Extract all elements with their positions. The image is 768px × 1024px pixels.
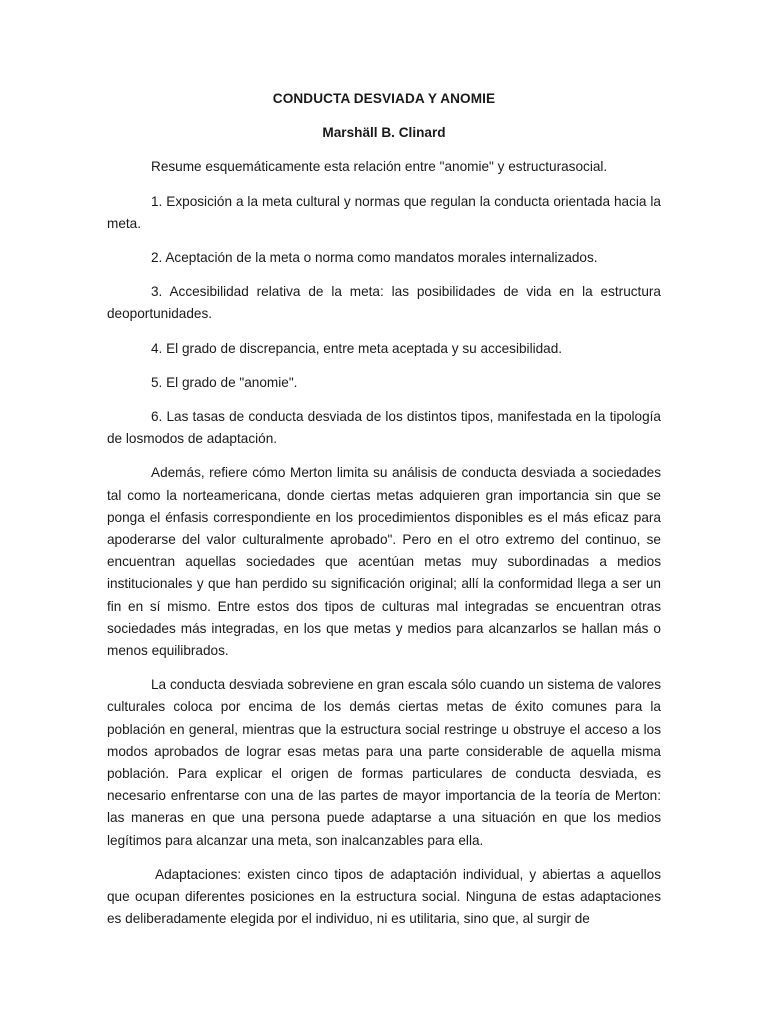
paragraph-item-1: 1. Exposición a la meta cultural y normas que regulan la conducta orientada hacia la meta. [107, 193, 661, 231]
paragraph-intro: Resume esquemáticamente esta relación entre "anomie" y estructurasocial. [151, 159, 608, 175]
paragraph-deviant-conduct: La conducta desviada sobreviene en gran escala sólo cuando un sistema de valores culturales coloca por encima de los demás ciertas metas de éxito comunes para la población en general, mientras que la estructura social restringe u obstruye el acceso a los modos aprobados de lograr esas metas para una parte considerable de aquella misma población. Para explicar el origen de formas particulares de conducta desviada, es necesario enfrentarse con una de las partes de mayor importancia de la teoría de Merton: las maneras en que una persona puede adaptarse a una situación en que los medios legítimos para alcanzar una meta, son inalcanzables para ella. [107, 677, 661, 848]
paragraph-item-3: 3. Accesibilidad relativa de la meta: las posibilidades de vida en la estructura deoportunidades. [107, 284, 661, 322]
paragraph-adaptations: Adaptaciones: existen cinco tipos de adaptación individual, y abiertas a aquellos que ocupan diferentes posiciones en la estructura social. Ninguna de estas adaptaciones es deliberadamente elegida por el individuo, ni es utilitaria, sino que, al surgir de [107, 866, 661, 927]
paragraph-item-5: 5. El grado de "anomie". [151, 374, 298, 390]
paragraph-merton-analysis: Además, refiere cómo Merton limita su análisis de conducta desviada a sociedades tal como la norteamericana, donde ciertas metas adquieren gran importancia sin que se ponga el énfasis correspondiente en los procedimientos disponibles es el más eficaz para apoderarse del valor culturalmente aprobado". Pero en el otro extremo del continuo, se encuentran aquellas sociedades que acentúan metas muy subordinadas a medios institucionales y que han perdido su significación original; allí la conformidad llega a ser un fin en sí mismo. Entre estos dos tipos de culturas mal integradas se encuentran otras sociedades más integradas, en los que metas y medios para alcanzarlos se hallan más o menos equilibrados. [107, 465, 661, 659]
paragraph-item-2: 2. Aceptación de la meta o norma como mandatos morales internalizados. [151, 250, 598, 266]
paragraph-item-4: 4. El grado de discrepancia, entre meta aceptada y su accesibilidad. [151, 340, 563, 356]
paragraph-item-6: 6. Las tasas de conducta desviada de los distintos tipos, manifestada en la tipología de losmodos de adaptación. [107, 409, 661, 447]
document-author: Marshäll B. Clinard [322, 125, 446, 141]
document-title: CONDUCTA DESVIADA Y ANOMIE [272, 91, 496, 106]
